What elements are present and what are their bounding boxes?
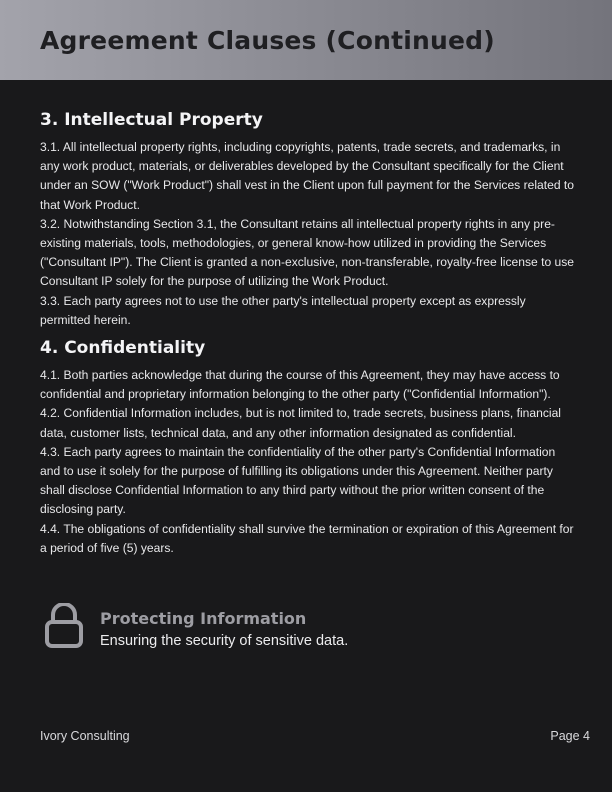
section-heading: 4. Confidentiality (40, 338, 206, 359)
callout-subtitle: Ensuring the security of sensitive data. (100, 633, 349, 649)
footer-company: Ivory Consulting (40, 729, 130, 743)
section-heading: 3. Intellectual Property (40, 110, 263, 130)
section-intellectual-property (40, 108, 576, 330)
footer-page-number: Page 4 (550, 729, 590, 743)
page-header (0, 0, 612, 80)
clause-4-3: 4.3. Each party agrees to maintain the confidentiality of the other party's Confidential Information and to use it solely for the purpose of fulfilling its obligations under this Agreement. Neither party shall disclose Confidential Information to any third party without the prior written consent of the disclosing party. (40, 444, 556, 517)
clause-3-3: 3.3. Each party agrees not to use the other party's intellectual property except as expressly permitted herein. (40, 293, 526, 327)
clause-4-2: 4.2. Confidential Information includes, but is not limited to, trade secrets, business plans, financial data, customer lists, technical data, and any other information designated as confidential. (40, 406, 561, 440)
clause-3-1: 3.1. All intellectual property rights, including copyrights, patents, trade secrets, and trademarks, in any work product, materials, or deliverables developed by the Consultant specifically for the Client under an SOW ("Work Product") shall vest in the Client upon full payment for the Services related to that Work Product. (40, 140, 575, 212)
page-title: Agreement Clauses (Continued) (40, 26, 495, 55)
section-confidentiality (40, 336, 576, 558)
clause-4-1: 4.1. Both parties acknowledge that during the course of this Agreement, they may have access to confidential and proprietary information belonging to the other party ("Confidential Information"). (40, 368, 560, 402)
lock-icon (45, 603, 83, 649)
document-body (40, 108, 576, 564)
protecting-information-callout (40, 601, 440, 651)
clause-4-4: 4.4. The obligations of confidentiality shall survive the termination or expiration of this Agreement for a period of five (5) years. (40, 521, 574, 555)
callout-title: Protecting Information (100, 609, 307, 628)
clause-3-2: 3.2. Notwithstanding Section 3.1, the Consultant retains all intellectual property rights in any pre-existing materials, tools, methodologies, or general know-how utilized in providing the Services ("Consultant IP"). The Client is granted a non-exclusive, non-transferable, royalty-free license to use Consultant IP solely for the purpose of utilizing the Work Product. (40, 216, 575, 289)
